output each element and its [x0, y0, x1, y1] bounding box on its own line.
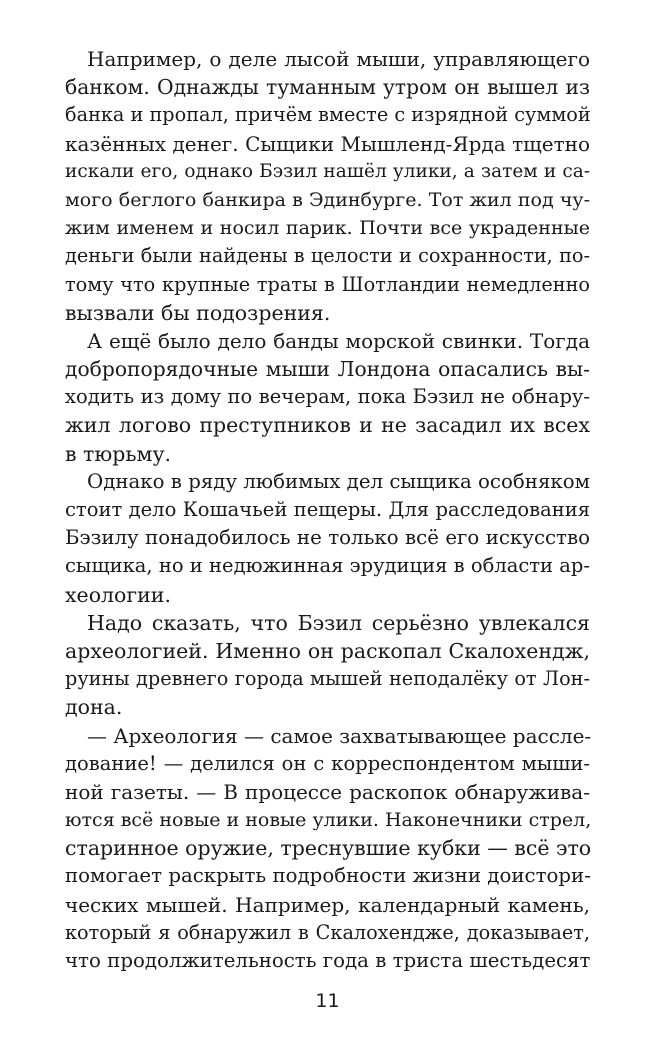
text-line: жим именем и носил парик. Почти все украденные: [65, 217, 590, 240]
text-line: тому что крупные траты в Шотландии немедленно: [65, 272, 590, 296]
text-line: ются всё новые и новые улики. Наконечники стрел,: [65, 809, 592, 832]
text-line: добропорядочные мыши Лондона опасались вы-: [65, 357, 590, 382]
text-line: дование! — делился он с корреспондентом мыши-: [65, 751, 590, 775]
text-line: вызвали бы подозрения.: [65, 300, 331, 325]
text-line: хеологии.: [65, 582, 171, 607]
text-line: старинное оружие, треснувшие кубки — всё это: [65, 836, 592, 861]
text-line: ной газеты. — В процессе раскопок обнаружива-: [65, 779, 590, 804]
text-line: деньги были найдены в целости и сохранности, по-: [65, 244, 590, 268]
text-line: ходить из дому по вечерам, пока Бэзил не обнару-: [65, 385, 590, 409]
text-line: дона.: [65, 695, 123, 720]
text-line: ческих мышей. Например, календарный камень,: [65, 892, 590, 917]
text-line: руины древнего города мышей неподалёку от Лон-: [65, 667, 590, 691]
page-number: 11: [315, 990, 340, 1012]
text-line: Надо сказать, что Бэзил серьёзно увлекался: [87, 610, 590, 635]
text-line: казённых денег. Сыщики Мышленд-Ярда тщетно: [65, 131, 590, 156]
text-line: А ещё было дело банды морской свинки. Тогда: [87, 328, 590, 353]
text-line: сыщика, но и недюжинная эрудиция в области ар-: [65, 554, 590, 578]
text-line: искали его, однако Бэзил нашёл улики, а затем и са-: [65, 160, 590, 182]
text-line: который я обнаружил в Скалохендже, доказывает,: [65, 920, 590, 944]
text-line: что продолжительность года в триста шестьдесят: [65, 949, 591, 972]
text-line: в тюрьму.: [65, 441, 172, 466]
text-line: жил логово преступников и не засадил их всех: [65, 413, 590, 438]
text-line: археологией. Именно он раскопал Скалохендж,: [65, 638, 590, 663]
text-line: Бэзилу понадобилось не только всё его искусство: [65, 526, 590, 550]
text-line: Однако в ряду любимых дел сыщика особняком: [87, 469, 590, 493]
text-line: помогает раскрыть подробности жизни доистори-: [65, 864, 591, 888]
text-line: стоит дело Кошачьей пещеры. Для расследования: [65, 498, 590, 521]
text-line: банком. Однажды туманным утром он вышел из: [65, 75, 590, 100]
text-line: банка и пропал, причём вместе с изрядной суммой: [65, 103, 591, 127]
body-text: [65, 45, 590, 975]
text-line: мого беглого банкира в Эдинбурге. Тот жил под чу-: [65, 188, 590, 211]
text-line: — Археология — самое захватывающее рассле-: [87, 723, 592, 748]
text-line: Например, о деле лысой мыши, управляющего: [87, 47, 590, 71]
